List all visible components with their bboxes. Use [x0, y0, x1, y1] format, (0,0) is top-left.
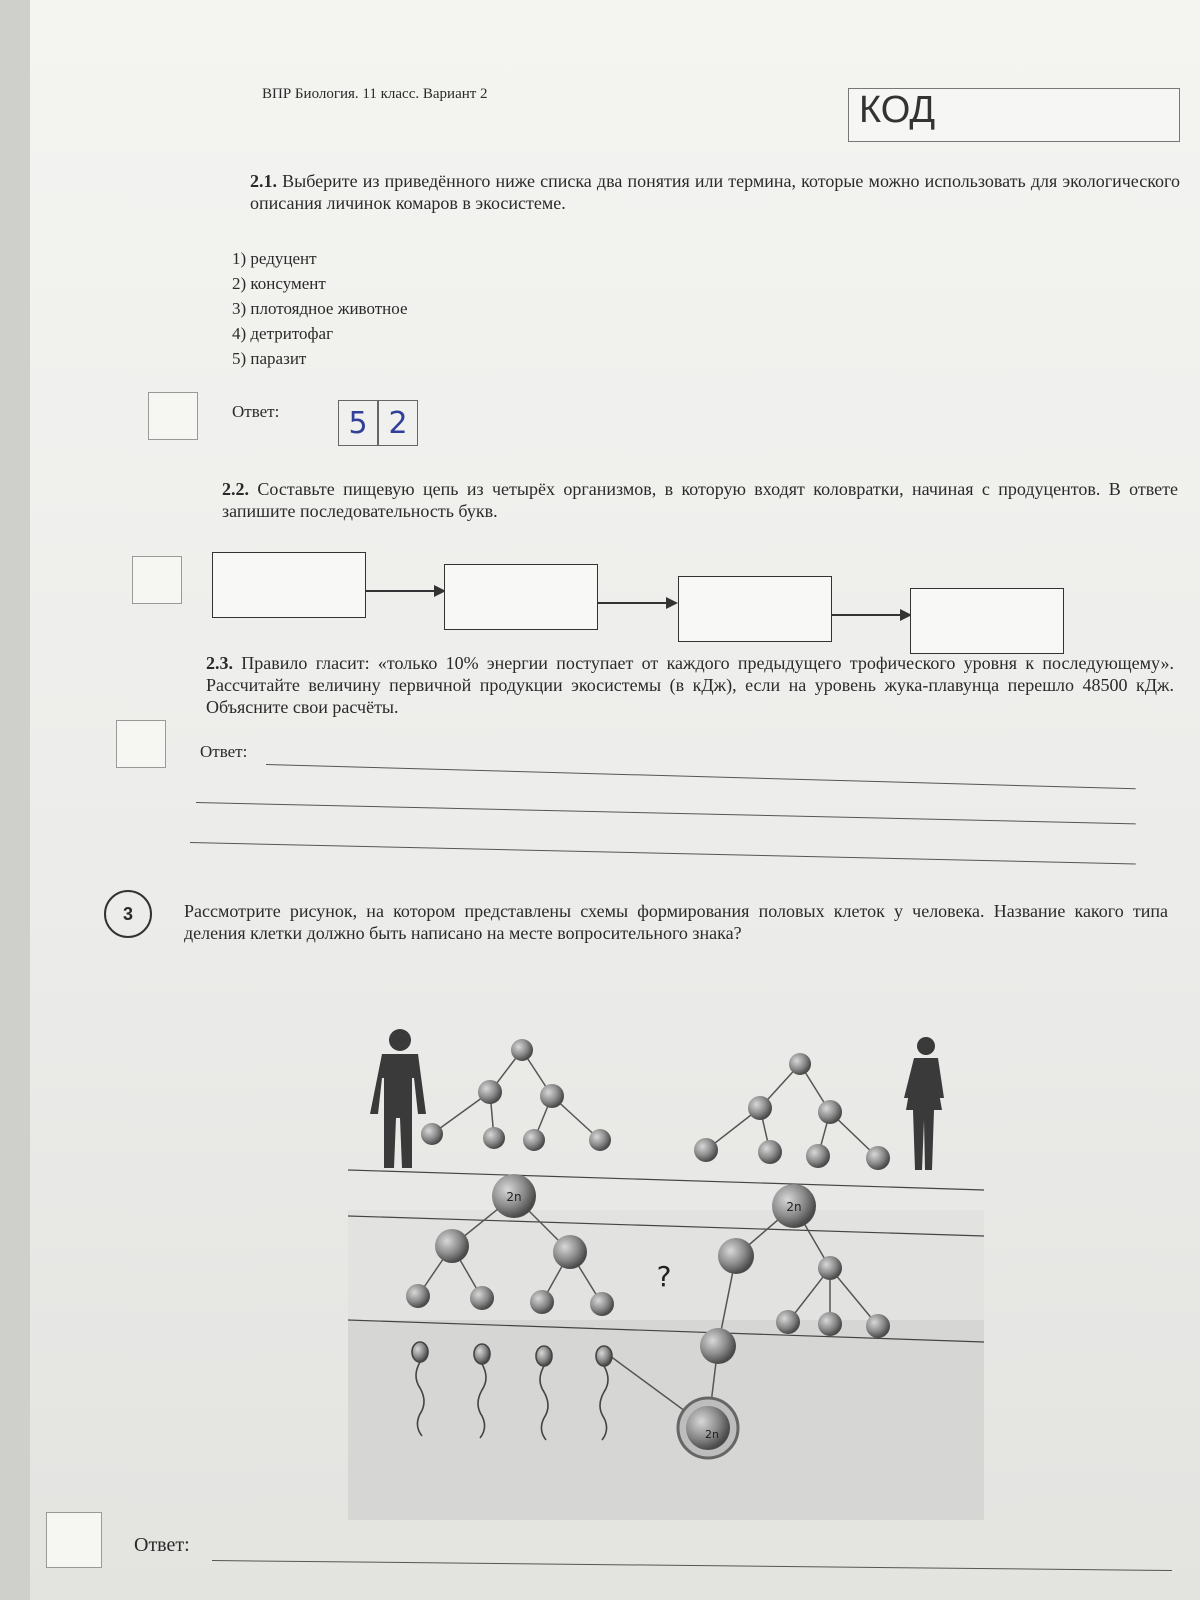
task-2-1-number: 2.1.	[250, 171, 277, 191]
option-item: 5) паразит	[232, 349, 307, 368]
male-silhouette-icon	[370, 1029, 426, 1168]
cell	[866, 1314, 890, 1338]
answer-cells-2-1	[338, 400, 418, 446]
cell	[700, 1328, 736, 1364]
option-item: 4) детритофаг	[232, 324, 334, 343]
task-2-2-number: 2.2.	[222, 479, 249, 499]
sperm-cell	[596, 1346, 612, 1366]
answer-label: Ответ:	[200, 742, 248, 761]
cell-label-2n: 2n	[786, 1200, 802, 1214]
cell	[523, 1129, 545, 1151]
arrow-icon	[598, 602, 676, 604]
cell	[818, 1100, 842, 1124]
cell	[478, 1080, 502, 1104]
food-chain-box-1[interactable]	[212, 552, 366, 618]
gametogenesis-figure	[348, 1020, 984, 1520]
food-chain-box-2[interactable]	[444, 564, 598, 630]
sperm-cell	[412, 1342, 428, 1362]
cell-group-female-top	[694, 1053, 890, 1170]
cell	[758, 1140, 782, 1164]
task-3-text: Рассмотрите рисунок, на котором представлены схемы формирования половых клеток у человека. Название какого типа деления клетки должно быть написано на месте вопросительного знака?	[184, 901, 1168, 943]
cell	[406, 1284, 430, 1308]
cell	[818, 1256, 842, 1280]
arrow-icon	[832, 614, 910, 616]
answer-label: Ответ:	[232, 402, 280, 421]
food-chain-box-3[interactable]	[678, 576, 832, 642]
task-2-1-statement	[250, 170, 1180, 214]
cell	[718, 1238, 754, 1274]
task-2-3-statement	[206, 652, 1174, 718]
code-field[interactable]	[848, 88, 1180, 142]
task-2-3-number: 2.3.	[206, 653, 233, 673]
question-mark: ?	[656, 1260, 672, 1293]
task-2-1-text: Выберите из приведённого ниже списка два понятия или термина, которые можно использовать для экологического описания личинок комаров в экосистеме.	[250, 171, 1180, 213]
cell-label-2n: 2n	[506, 1190, 522, 1204]
cell	[590, 1292, 614, 1316]
cell	[694, 1138, 718, 1162]
worksheet-title: ВПР Биология. 11 класс. Вариант 2	[262, 86, 488, 102]
answer-cell[interactable]: 2	[378, 400, 418, 446]
female-silhouette-icon	[904, 1037, 944, 1170]
answer-cell[interactable]: 5	[338, 400, 378, 446]
score-box-3[interactable]	[46, 1512, 102, 1568]
option-item: 1) редуцент	[232, 249, 317, 268]
task-2-2-text: Составьте пищевую цепь из четырёх организмов, в которую входят коловратки, начиная с продуцентов. В ответе запишите последовательность букв.	[222, 479, 1179, 521]
cell	[540, 1084, 564, 1108]
cell	[421, 1123, 443, 1145]
task-2-1-options	[232, 246, 408, 371]
task-2-2-statement	[222, 478, 1178, 522]
task-2-3-text: Правило гласит: «только 10% энергии поступает от каждого предыдущего трофического уровня к последующему». Рассчитайте величину первичной продукции экосистемы (в кДж), если на уровень жука-плавунца перешло 48500 кДж. Объясните свои расчёты.	[206, 653, 1174, 717]
food-chain-box-4[interactable]	[910, 588, 1064, 654]
cell	[483, 1127, 505, 1149]
code-label: КОД	[859, 89, 936, 131]
score-box-2-3[interactable]	[116, 720, 166, 768]
cell	[866, 1146, 890, 1170]
cell	[511, 1039, 533, 1061]
cell	[806, 1144, 830, 1168]
cell	[435, 1229, 469, 1263]
option-item: 2) консумент	[232, 274, 326, 293]
option-item: 3) плотоядное животное	[232, 299, 408, 318]
cell-group-male-top	[421, 1039, 611, 1151]
task-3-number: 3	[104, 890, 152, 938]
sperm-cell	[474, 1344, 490, 1364]
cell	[553, 1235, 587, 1269]
cell	[470, 1286, 494, 1310]
cell	[818, 1312, 842, 1336]
cell-label-2n: 2n	[705, 1428, 719, 1441]
score-box-2-2[interactable]	[132, 556, 182, 604]
answer-label: Ответ:	[134, 1534, 190, 1556]
score-box-2-1[interactable]	[148, 392, 198, 440]
cell	[589, 1129, 611, 1151]
cell	[530, 1290, 554, 1314]
arrow-icon	[366, 590, 444, 592]
cell	[789, 1053, 811, 1075]
cell	[748, 1096, 772, 1120]
cell	[776, 1310, 800, 1334]
sperm-cell	[536, 1346, 552, 1366]
